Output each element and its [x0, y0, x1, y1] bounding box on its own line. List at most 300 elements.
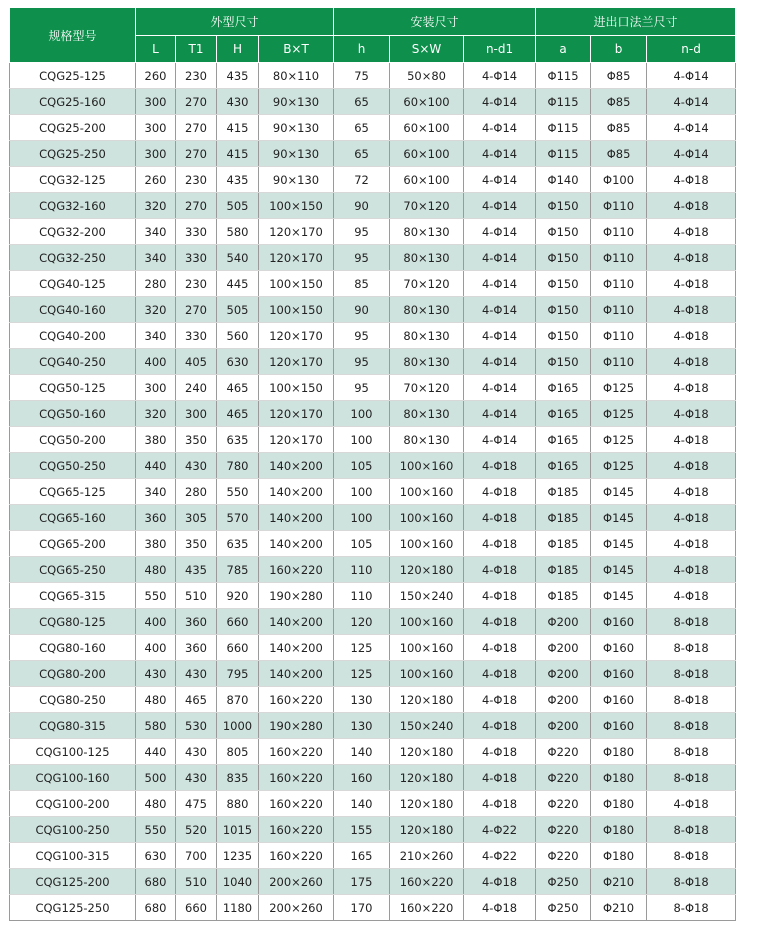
- table-row: [10, 843, 736, 869]
- table-row: [10, 713, 736, 739]
- model-cell: CQG125-200: [10, 869, 136, 895]
- table-cell: 415: [217, 141, 259, 167]
- table-cell: 260: [136, 167, 176, 193]
- table-cell: 90×130: [259, 115, 334, 141]
- table-row: [10, 739, 736, 765]
- table-cell: 380: [136, 531, 176, 557]
- header-group-outline: 外型尺寸: [136, 8, 334, 36]
- table-cell: 330: [176, 219, 217, 245]
- spec-table-container: [9, 7, 735, 921]
- table-cell: 635: [217, 427, 259, 453]
- table-row: [10, 817, 736, 843]
- table-cell: 4-Φ14: [464, 115, 536, 141]
- table-cell: 4-Φ18: [647, 193, 736, 219]
- table-cell: 150×240: [390, 583, 464, 609]
- table-cell: 110: [334, 583, 390, 609]
- table-cell: Φ110: [591, 219, 647, 245]
- table-cell: 630: [136, 843, 176, 869]
- table-row: [10, 401, 736, 427]
- table-cell: Φ200: [536, 609, 591, 635]
- table-cell: 260: [136, 63, 176, 89]
- table-cell: 550: [136, 583, 176, 609]
- header-group-row: [10, 8, 736, 36]
- table-cell: 100×150: [259, 297, 334, 323]
- table-cell: Φ115: [536, 63, 591, 89]
- table-row: [10, 765, 736, 791]
- table-cell: 140×200: [259, 609, 334, 635]
- table-cell: 550: [217, 479, 259, 505]
- table-cell: 305: [176, 505, 217, 531]
- table-cell: 65: [334, 115, 390, 141]
- table-cell: 4-Φ18: [464, 713, 536, 739]
- table-cell: Φ200: [536, 713, 591, 739]
- table-row: [10, 583, 736, 609]
- table-cell: 90×130: [259, 167, 334, 193]
- table-cell: 4-Φ14: [647, 141, 736, 167]
- table-cell: 880: [217, 791, 259, 817]
- pump-spec-table: [9, 7, 736, 921]
- table-cell: 4-Φ18: [647, 427, 736, 453]
- table-cell: Φ110: [591, 297, 647, 323]
- table-cell: 100: [334, 401, 390, 427]
- table-cell: 580: [217, 219, 259, 245]
- header-col-BxT: B×T: [259, 36, 334, 63]
- table-cell: 60×100: [390, 115, 464, 141]
- table-cell: 360: [136, 505, 176, 531]
- table-cell: Φ220: [536, 843, 591, 869]
- table-cell: Φ110: [591, 349, 647, 375]
- table-cell: 4-Φ18: [647, 453, 736, 479]
- table-cell: Φ85: [591, 115, 647, 141]
- table-cell: 445: [217, 271, 259, 297]
- table-cell: 320: [136, 297, 176, 323]
- table-cell: 200×260: [259, 895, 334, 921]
- table-row: [10, 89, 736, 115]
- table-cell: 4-Φ18: [647, 245, 736, 271]
- table-cell: 520: [176, 817, 217, 843]
- model-cell: CQG65-315: [10, 583, 136, 609]
- table-cell: 340: [136, 219, 176, 245]
- table-cell: 110: [334, 557, 390, 583]
- table-cell: 4-Φ18: [464, 687, 536, 713]
- table-cell: Φ150: [536, 271, 591, 297]
- table-cell: 4-Φ14: [464, 349, 536, 375]
- table-cell: 4-Φ14: [464, 167, 536, 193]
- table-cell: 920: [217, 583, 259, 609]
- table-cell: 660: [217, 635, 259, 661]
- table-cell: 340: [136, 479, 176, 505]
- table-cell: 80×130: [390, 245, 464, 271]
- table-cell: 4-Φ14: [647, 63, 736, 89]
- table-cell: Φ250: [536, 895, 591, 921]
- table-row: [10, 531, 736, 557]
- table-cell: 4-Φ18: [464, 531, 536, 557]
- table-cell: 4-Φ14: [464, 297, 536, 323]
- table-row: [10, 115, 736, 141]
- table-cell: 8-Φ18: [647, 739, 736, 765]
- table-cell: 80×130: [390, 349, 464, 375]
- table-cell: 440: [136, 453, 176, 479]
- table-cell: 435: [176, 557, 217, 583]
- table-cell: 4-Φ14: [647, 115, 736, 141]
- table-cell: Φ160: [591, 661, 647, 687]
- table-cell: 105: [334, 531, 390, 557]
- table-cell: 4-Φ18: [647, 349, 736, 375]
- table-cell: 270: [176, 193, 217, 219]
- table-row: [10, 219, 736, 245]
- table-cell: 160: [334, 765, 390, 791]
- table-cell: 540: [217, 245, 259, 271]
- model-cell: CQG25-200: [10, 115, 136, 141]
- table-row: [10, 141, 736, 167]
- table-row: [10, 661, 736, 687]
- table-cell: 795: [217, 661, 259, 687]
- table-cell: 680: [136, 869, 176, 895]
- table-cell: 120: [334, 609, 390, 635]
- table-cell: 120×170: [259, 245, 334, 271]
- table-cell: 270: [176, 89, 217, 115]
- table-cell: 140×200: [259, 479, 334, 505]
- table-cell: 4-Φ18: [647, 791, 736, 817]
- table-cell: 80×130: [390, 297, 464, 323]
- table-cell: 300: [136, 141, 176, 167]
- table-cell: 140×200: [259, 531, 334, 557]
- table-cell: Φ250: [536, 869, 591, 895]
- table-cell: 4-Φ14: [647, 89, 736, 115]
- table-cell: 405: [176, 349, 217, 375]
- header-model: 规格型号: [10, 8, 136, 63]
- header-col-SxW: S×W: [390, 36, 464, 63]
- table-cell: Φ150: [536, 245, 591, 271]
- table-cell: 100×160: [390, 453, 464, 479]
- table-cell: Φ180: [591, 791, 647, 817]
- table-cell: 150×240: [390, 713, 464, 739]
- table-cell: 4-Φ18: [464, 869, 536, 895]
- table-row: [10, 895, 736, 921]
- table-cell: 330: [176, 323, 217, 349]
- table-cell: 4-Φ18: [647, 271, 736, 297]
- table-cell: Φ150: [536, 323, 591, 349]
- table-cell: 580: [136, 713, 176, 739]
- table-cell: 4-Φ14: [464, 219, 536, 245]
- table-cell: Φ185: [536, 505, 591, 531]
- header-group-install: 安装尺寸: [334, 8, 536, 36]
- table-cell: 660: [176, 895, 217, 921]
- table-cell: 350: [176, 427, 217, 453]
- table-cell: Φ125: [591, 401, 647, 427]
- table-cell: 120×170: [259, 427, 334, 453]
- table-cell: 240: [176, 375, 217, 401]
- header-col-n-d: n-d: [647, 36, 736, 63]
- table-cell: 480: [136, 791, 176, 817]
- table-cell: Φ210: [591, 895, 647, 921]
- table-cell: 120×170: [259, 323, 334, 349]
- table-cell: Φ180: [591, 739, 647, 765]
- table-cell: 200×260: [259, 869, 334, 895]
- table-cell: Φ185: [536, 583, 591, 609]
- table-cell: 8-Φ18: [647, 609, 736, 635]
- table-cell: 120×180: [390, 687, 464, 713]
- table-row: [10, 375, 736, 401]
- table-cell: 510: [176, 869, 217, 895]
- table-cell: 1040: [217, 869, 259, 895]
- table-cell: Φ150: [536, 219, 591, 245]
- table-row: [10, 453, 736, 479]
- table-cell: 4-Φ14: [464, 141, 536, 167]
- table-cell: 100×160: [390, 609, 464, 635]
- table-cell: 95: [334, 323, 390, 349]
- table-cell: 870: [217, 687, 259, 713]
- table-row: [10, 427, 736, 453]
- table-cell: 95: [334, 219, 390, 245]
- table-cell: 270: [176, 297, 217, 323]
- table-cell: 100×160: [390, 635, 464, 661]
- table-cell: 165: [334, 843, 390, 869]
- header-col-T1: T1: [176, 36, 217, 63]
- table-cell: Φ110: [591, 193, 647, 219]
- table-cell: 4-Φ18: [647, 375, 736, 401]
- table-cell: 805: [217, 739, 259, 765]
- header-group-flange: 进出口法兰尺寸: [536, 8, 736, 36]
- table-cell: 100×150: [259, 271, 334, 297]
- header-col-b: b: [591, 36, 647, 63]
- table-cell: 4-Φ14: [464, 427, 536, 453]
- table-cell: 160×220: [259, 791, 334, 817]
- table-cell: 80×130: [390, 323, 464, 349]
- table-cell: Φ145: [591, 557, 647, 583]
- table-cell: Φ150: [536, 297, 591, 323]
- table-cell: Φ160: [591, 687, 647, 713]
- table-cell: Φ115: [536, 89, 591, 115]
- table-cell: Φ140: [536, 167, 591, 193]
- model-cell: CQG50-125: [10, 375, 136, 401]
- table-cell: 8-Φ18: [647, 713, 736, 739]
- table-row: [10, 479, 736, 505]
- model-cell: CQG100-200: [10, 791, 136, 817]
- table-cell: 140: [334, 739, 390, 765]
- table-cell: 4-Φ18: [464, 739, 536, 765]
- table-cell: 160×220: [259, 739, 334, 765]
- table-cell: 8-Φ18: [647, 817, 736, 843]
- table-cell: 130: [334, 713, 390, 739]
- model-cell: CQG80-200: [10, 661, 136, 687]
- table-cell: Φ110: [591, 323, 647, 349]
- table-cell: 80×130: [390, 401, 464, 427]
- table-cell: 465: [217, 401, 259, 427]
- table-cell: 65: [334, 89, 390, 115]
- table-cell: 60×100: [390, 167, 464, 193]
- table-cell: 320: [136, 193, 176, 219]
- table-row: [10, 323, 736, 349]
- table-cell: 430: [176, 739, 217, 765]
- table-cell: 4-Φ14: [464, 245, 536, 271]
- table-cell: 785: [217, 557, 259, 583]
- model-cell: CQG32-250: [10, 245, 136, 271]
- model-cell: CQG32-200: [10, 219, 136, 245]
- table-cell: 4-Φ18: [647, 219, 736, 245]
- table-cell: 780: [217, 453, 259, 479]
- table-cell: 4-Φ18: [647, 557, 736, 583]
- table-cell: 480: [136, 687, 176, 713]
- table-cell: 4-Φ18: [464, 609, 536, 635]
- table-cell: 160×220: [259, 765, 334, 791]
- table-cell: 160×220: [390, 895, 464, 921]
- table-cell: Φ85: [591, 63, 647, 89]
- table-cell: 95: [334, 245, 390, 271]
- table-cell: 320: [136, 401, 176, 427]
- table-cell: 160×220: [259, 557, 334, 583]
- header-col-h: h: [334, 36, 390, 63]
- table-cell: 60×100: [390, 89, 464, 115]
- table-cell: 100: [334, 505, 390, 531]
- table-cell: 140×200: [259, 635, 334, 661]
- model-cell: CQG40-200: [10, 323, 136, 349]
- table-cell: 100: [334, 479, 390, 505]
- table-cell: Φ145: [591, 479, 647, 505]
- table-cell: 120×180: [390, 817, 464, 843]
- model-cell: CQG25-125: [10, 63, 136, 89]
- table-row: [10, 349, 736, 375]
- table-cell: 480: [136, 557, 176, 583]
- table-cell: 50×80: [390, 63, 464, 89]
- table-cell: 4-Φ22: [464, 817, 536, 843]
- table-cell: 130: [334, 687, 390, 713]
- table-row: [10, 297, 736, 323]
- table-cell: 440: [136, 739, 176, 765]
- table-cell: 120×180: [390, 765, 464, 791]
- table-cell: 300: [136, 375, 176, 401]
- table-cell: 72: [334, 167, 390, 193]
- table-cell: 500: [136, 765, 176, 791]
- table-cell: Φ220: [536, 765, 591, 791]
- model-cell: CQG100-250: [10, 817, 136, 843]
- table-cell: 160×220: [259, 843, 334, 869]
- table-cell: 4-Φ18: [464, 505, 536, 531]
- model-cell: CQG50-250: [10, 453, 136, 479]
- table-cell: 120×180: [390, 557, 464, 583]
- table-cell: 4-Φ14: [464, 375, 536, 401]
- table-row: [10, 791, 736, 817]
- table-cell: 280: [176, 479, 217, 505]
- table-cell: 8-Φ18: [647, 869, 736, 895]
- table-cell: Φ125: [591, 375, 647, 401]
- table-cell: 90×130: [259, 89, 334, 115]
- table-cell: Φ185: [536, 557, 591, 583]
- table-cell: 85: [334, 271, 390, 297]
- table-cell: Φ110: [591, 245, 647, 271]
- table-cell: Φ115: [536, 141, 591, 167]
- model-cell: CQG80-315: [10, 713, 136, 739]
- table-cell: Φ100: [591, 167, 647, 193]
- table-cell: 380: [136, 427, 176, 453]
- table-cell: 1235: [217, 843, 259, 869]
- table-cell: 1015: [217, 817, 259, 843]
- table-cell: 70×120: [390, 193, 464, 219]
- table-cell: 350: [176, 531, 217, 557]
- table-cell: Φ180: [591, 843, 647, 869]
- table-cell: 400: [136, 349, 176, 375]
- table-cell: 505: [217, 193, 259, 219]
- table-cell: 100: [334, 427, 390, 453]
- model-cell: CQG32-160: [10, 193, 136, 219]
- table-cell: 120×180: [390, 739, 464, 765]
- table-cell: 4-Φ14: [464, 323, 536, 349]
- table-row: [10, 635, 736, 661]
- table-cell: Φ145: [591, 505, 647, 531]
- table-cell: 430: [176, 661, 217, 687]
- table-cell: 175: [334, 869, 390, 895]
- table-cell: Φ180: [591, 817, 647, 843]
- table-cell: 510: [176, 583, 217, 609]
- table-cell: Φ160: [591, 713, 647, 739]
- table-cell: 4-Φ18: [647, 505, 736, 531]
- table-cell: 4-Φ14: [464, 63, 536, 89]
- table-row: [10, 687, 736, 713]
- table-cell: 70×120: [390, 375, 464, 401]
- table-cell: 160×220: [390, 869, 464, 895]
- table-cell: 465: [176, 687, 217, 713]
- table-cell: 80×130: [390, 427, 464, 453]
- table-cell: 120×180: [390, 791, 464, 817]
- header-col-n-d1: n-d1: [464, 36, 536, 63]
- table-cell: Φ150: [536, 349, 591, 375]
- table-cell: 415: [217, 115, 259, 141]
- table-cell: 140: [334, 791, 390, 817]
- model-cell: CQG65-160: [10, 505, 136, 531]
- table-cell: 330: [176, 245, 217, 271]
- table-cell: Φ145: [591, 531, 647, 557]
- table-body: [10, 63, 736, 921]
- table-cell: Φ110: [591, 271, 647, 297]
- model-cell: CQG50-200: [10, 427, 136, 453]
- table-cell: 230: [176, 271, 217, 297]
- table-cell: 550: [136, 817, 176, 843]
- table-cell: 300: [136, 115, 176, 141]
- table-cell: 90: [334, 297, 390, 323]
- table-cell: 90: [334, 193, 390, 219]
- table-cell: 4-Φ18: [464, 661, 536, 687]
- table-cell: Φ115: [536, 115, 591, 141]
- table-cell: 4-Φ18: [464, 453, 536, 479]
- table-cell: Φ200: [536, 635, 591, 661]
- table-cell: 4-Φ18: [464, 557, 536, 583]
- model-cell: CQG50-160: [10, 401, 136, 427]
- table-cell: 430: [176, 453, 217, 479]
- table-cell: Φ220: [536, 739, 591, 765]
- table-cell: 435: [217, 63, 259, 89]
- table-cell: Φ220: [536, 817, 591, 843]
- table-cell: 340: [136, 245, 176, 271]
- table-cell: 160×220: [259, 817, 334, 843]
- table-cell: 8-Φ18: [647, 635, 736, 661]
- table-cell: Φ160: [591, 635, 647, 661]
- table-cell: 660: [217, 609, 259, 635]
- table-cell: Φ200: [536, 687, 591, 713]
- model-cell: CQG40-160: [10, 297, 136, 323]
- table-cell: 360: [176, 609, 217, 635]
- table-cell: 4-Φ18: [647, 531, 736, 557]
- table-cell: 4-Φ18: [464, 583, 536, 609]
- table-cell: 190×280: [259, 713, 334, 739]
- table-cell: 400: [136, 635, 176, 661]
- table-row: [10, 63, 736, 89]
- table-cell: 60×100: [390, 141, 464, 167]
- table-cell: 140×200: [259, 453, 334, 479]
- table-cell: 680: [136, 895, 176, 921]
- table-row: [10, 167, 736, 193]
- table-cell: 4-Φ18: [647, 583, 736, 609]
- table-cell: 4-Φ18: [464, 635, 536, 661]
